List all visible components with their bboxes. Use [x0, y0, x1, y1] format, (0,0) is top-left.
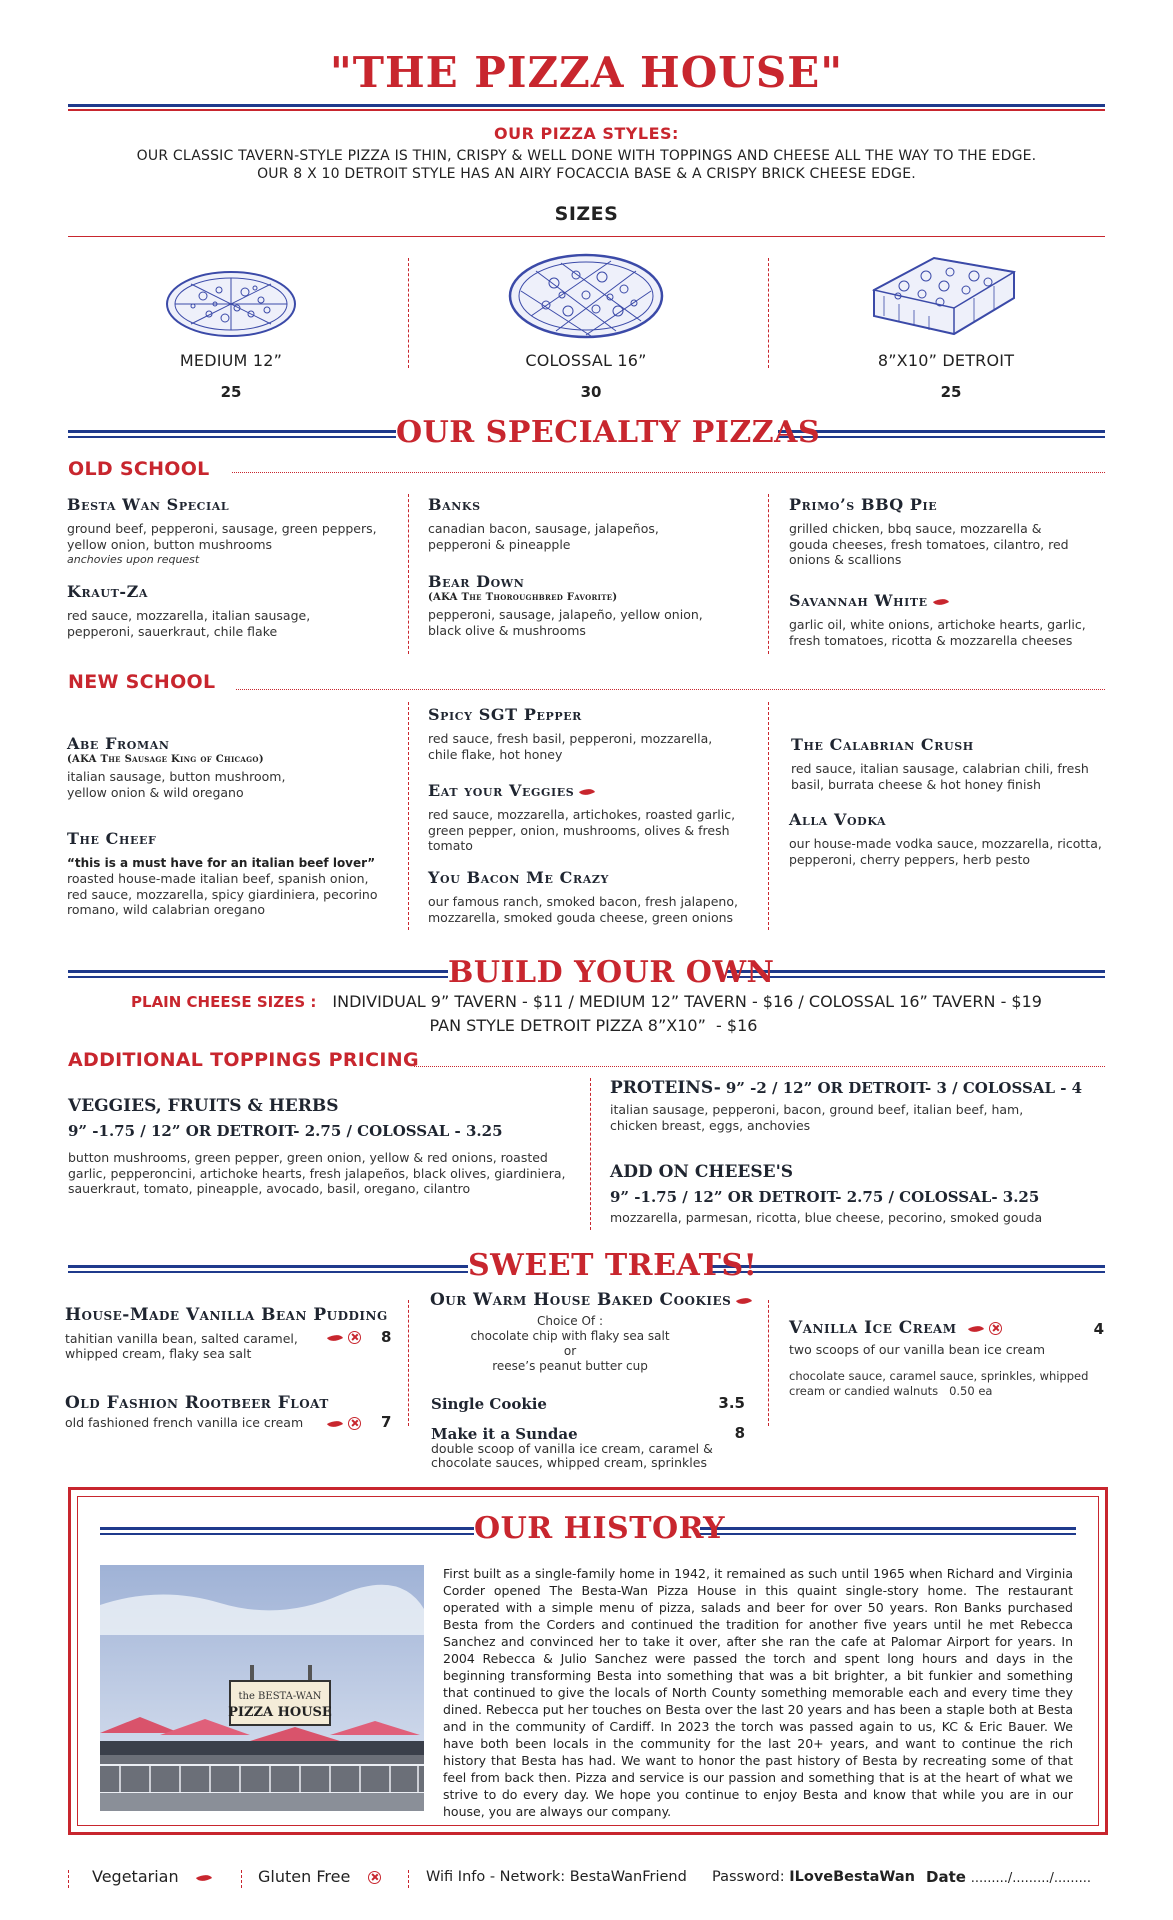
footer-sep-2 [408, 1870, 409, 1888]
size-colossal-price: 30 [580, 383, 602, 401]
sizes-separator-2 [768, 258, 769, 368]
footer-sep-1 [241, 1870, 242, 1888]
vegetarian-icon [579, 785, 595, 799]
sweets-rule-right [710, 1265, 1105, 1273]
size-medium-label: MEDIUM 12” [179, 351, 283, 370]
wifi-label: Wifi Info - Network: [426, 1869, 570, 1885]
sweet-name [789, 1318, 1104, 1338]
pizza-desc: roasted house-made italian beef, spanish onion, red sauce, mozzarella, spicy giardiniera, pecorino romano, wild calabrian oregano [67, 871, 378, 917]
pizza-name: Primo’s BBQ Pie [789, 495, 938, 514]
medium-pizza-icon [163, 268, 299, 340]
toppings-veggies-price: 9” -1.75 / 12” OR DETROIT- 2.75 / COLOSSAL - 3.25 [68, 1122, 503, 1140]
toppings-heading: ADDITIONAL TOPPINGS PRICING [68, 1049, 419, 1071]
toppings-cheese-desc: mozzarella, parmesan, ricotta, blue cheese, pecorino, smoked gouda [610, 1210, 1043, 1225]
pizza-name-text: Eat your Veggies [428, 781, 575, 800]
sweets-rule-left [68, 1265, 468, 1273]
legend-vegetarian-label: Vegetarian [92, 1867, 179, 1886]
pizza-primos-bbq-pie [789, 495, 1119, 568]
plain-cheese-sizes [0, 992, 1173, 1011]
toppings-cheese-title: ADD ON CHEESE'S [610, 1162, 794, 1182]
pizza-kraut-za [67, 582, 397, 639]
pizza-name: The Cheef [67, 829, 157, 848]
pizza-you-bacon-me-crazy [428, 868, 758, 925]
pizza-name: Bear Down [428, 572, 525, 591]
pizza-desc: red sauce, fresh basil, pepperoni, mozzarella, chile flake, hot honey [428, 731, 713, 762]
pizza-name: Alla Vodka [789, 810, 887, 829]
sizes-divider [68, 236, 1105, 237]
size-detroit-label: 8”X10” DETROIT [877, 351, 1015, 370]
styles-line-2: OUR 8 X 10 DETROIT STYLE HAS AN AIRY FOCACCIA BASE & A CRISPY BRICK CHEESE EDGE. [257, 166, 916, 182]
pizza-desc: pepperoni, sausage, jalapeño, yellow onion, black olive & mushrooms [428, 607, 703, 638]
gluten-free-icon [368, 1871, 381, 1884]
pizza-besta-wan-special [67, 495, 397, 566]
make-it-sundae [431, 1424, 745, 1470]
pizza-desc: red sauce, mozzarella, italian sausage, pepperoni, sauerkraut, chile flake [67, 608, 311, 639]
sweet-icons [322, 1413, 361, 1432]
toppings-proteins [610, 1078, 1100, 1133]
old-school-sep-1 [408, 494, 409, 654]
vegetarian-icon [196, 1871, 212, 1885]
new-school-rule [236, 689, 1105, 690]
toppings-proteins-desc: italian sausage, pepperoni, bacon, ground beef, italian beef, ham, chicken breast, eggs, anchovies [610, 1102, 1024, 1133]
sundae-label: Make it a Sundae [431, 1425, 578, 1443]
pizza-desc: our famous ranch, smoked bacon, fresh jalapeno, mozzarella, smoked gouda cheese, green onions [428, 894, 738, 925]
pizza-desc: garlic oil, white onions, artichoke hearts, garlic, fresh tomatoes, ricotta & mozzarella cheeses [789, 617, 1086, 648]
old-school-sep-2 [768, 494, 769, 654]
pizza-desc: our house-made vodka sauce, mozzarella, ricotta, pepperoni, cherry peppers, herb pesto [789, 836, 1102, 867]
single-cookie [431, 1394, 745, 1413]
password-value: ILoveBestaWan [789, 1869, 915, 1885]
size-colossal-label: COLOSSAL 16” [525, 351, 647, 370]
single-cookie-price: 3.5 [718, 1394, 745, 1412]
history-heading: OUR HISTORY [474, 1511, 726, 1546]
history-rule-right [700, 1527, 1076, 1535]
pizza-name: The Calabrian Crush [791, 735, 974, 754]
toppings-rule [414, 1066, 1105, 1067]
vegetarian-icon [736, 1294, 752, 1308]
date-field [926, 1868, 1091, 1886]
pizza-spicy-sgt-pepper [428, 705, 758, 762]
old-school-heading: OLD SCHOOL [68, 458, 210, 480]
toppings-veggies [68, 1096, 578, 1197]
pizza-abe-froman [67, 734, 397, 800]
cookie-choice-label: Choice Of : [537, 1314, 603, 1328]
sweet-desc: tahitian vanilla bean, salted caramel, whipped cream, flaky sea salt [65, 1331, 298, 1361]
specialty-rule-right [778, 430, 1105, 438]
pizza-the-cheef [67, 829, 397, 918]
pizza-savannah-white [789, 591, 1119, 648]
toppings-separator [590, 1078, 591, 1230]
sweet-name-text: Our Warm House Baked Cookies [430, 1290, 732, 1310]
pizza-name: Banks [428, 495, 481, 514]
pizza-name: Kraut-Za [67, 582, 149, 601]
toppings-veggies-desc: button mushrooms, green pepper, green onion, yellow & red onions, roasted garlic, pepperoncini, artichoke hearts, fresh jalapeños, black olives, giardiniera, sauerkraut, tomato, pineapple, avocado, basil, oregano, cilantro [68, 1150, 566, 1196]
build-rule-left [68, 970, 448, 978]
sweet-pudding [65, 1305, 405, 1361]
pizza-alla-vodka [789, 810, 1119, 867]
sizes-separator-1 [408, 258, 409, 368]
sweet-desc: old fashioned french vanilla ice cream [65, 1415, 304, 1430]
vegetarian-icon [327, 1331, 343, 1345]
wifi-password [712, 1869, 915, 1885]
sweet-cookies [430, 1290, 760, 1374]
toppings-veggies-title: VEGGIES, FRUITS & HERBS [68, 1096, 339, 1116]
pizza-name: Besta Wan Special [67, 495, 230, 514]
history-rule-left [100, 1527, 474, 1535]
legend-vegetarian [92, 1867, 211, 1886]
pizza-name [789, 591, 1119, 610]
sweet-price: 8 [381, 1328, 392, 1346]
sundae-price: 8 [734, 1424, 745, 1442]
vegetarian-icon [933, 595, 949, 609]
sweets-sep-1 [408, 1300, 409, 1426]
legend-gluten-free-label: Gluten Free [258, 1867, 351, 1886]
pizza-subtitle: (AKA The Sausage King of Chicago) [67, 754, 264, 765]
toppings-cheese-price: 9” -1.75 / 12” OR DETROIT- 2.75 / COLOSSAL- 3.25 [610, 1188, 1040, 1206]
date-label: Date [926, 1868, 966, 1886]
pizza-desc: red sauce, italian sausage, calabrian chili, fresh basil, burrata cheese & hot honey finish [791, 761, 1089, 792]
new-school-sep-1 [408, 702, 409, 930]
sweet-name [430, 1290, 760, 1310]
build-heading: BUILD YOUR OWN [448, 955, 775, 990]
sign-line-1: the BESTA-WAN [238, 1691, 322, 1702]
toppings-proteins-title: PROTEINS- [610, 1078, 721, 1098]
size-detroit-price: 25 [940, 383, 962, 401]
sweet-name: Old Fashion Rootbeer Float [65, 1393, 329, 1413]
history-text: First built as a single-family home in 1942, it remained as such until 1965 when Richard and Virginia Corder opened The Besta-Wan Pizza House in this quaint single-story home. The restaurant operated with a simple menu of pizza, salads and beer for over 50 years. Ron Banks purchased Besta from the Corders and continued the tradition for another five years until he met Rebecca Sanchez and convinced her to take it over, after she ran the cafe at Palomar Airport for years. In 2004 Rebecca & Julio Sanchez were passed the torch and spent long hours and days in the beginning transforming Besta into something that was a bit brighter, a bit funkier and something that continued to give the locals of North County something memorable each and every time they dined. Rebecca put her touches on Besta over the last 20 years and has been a staple both at Besta and in the community of Cardiff. In 2023 the torch was passed again to us, KC & Eric Bauer. We have both been locals in the community for the last 20+ years, and want to continue the rich history that Besta has had. We want to honor the past history of Besta by recreating some of that feel from back then. Pizza and service is our passion and something that is at the heart of what we strive to do every day. We hope you continue to enjoy Besta and know that while you are in our house, you are always our company. [443, 1566, 1073, 1819]
toppings-proteins-header [610, 1078, 1100, 1098]
pizza-quote: “this is a must have for an italian beef lover” [67, 856, 376, 870]
pizza-banks [428, 495, 758, 552]
styles-line-1: OUR CLASSIC TAVERN-STYLE PIZZA IS THIN, CRISPY & WELL DONE WITH TOPPINGS AND CHEESE ALL THE WAY TO THE EDGE. [136, 148, 1037, 164]
vegetarian-icon [967, 1322, 983, 1336]
page-title: "THE PIZZA HOUSE" [329, 48, 844, 97]
styles-heading: OUR PIZZA STYLES: [494, 124, 679, 143]
pizza-subtitle: (AKA The Thoroughbred Favorite) [428, 592, 618, 603]
sign-line-2: PIZZA HOUSE [228, 1705, 332, 1720]
cookie-option-1: chocolate chip with flaky sea salt [470, 1329, 670, 1343]
plain-cheese-line-1: INDIVIDUAL 9” TAVERN - $11 / MEDIUM 12” TAVERN - $16 / COLOSSAL 16” TAVERN - $19 [332, 992, 1042, 1011]
specialty-heading: OUR SPECIALTY PIZZAS [396, 415, 821, 450]
pizza-name: Spicy SGT Pepper [428, 705, 582, 724]
pizza-bear-down [428, 572, 758, 638]
pizza-name-text: Savannah White [789, 591, 928, 610]
date-blank: ........./........./......... [970, 1871, 1092, 1886]
plain-cheese-label: PLAIN CHEESE SIZES : [131, 993, 317, 1011]
new-school-sep-2 [768, 702, 769, 930]
pizza-name: You Bacon Me Crazy [428, 868, 609, 887]
single-cookie-label: Single Cookie [431, 1395, 547, 1413]
sizes-heading: SIZES [554, 203, 619, 225]
gluten-free-icon [348, 1417, 361, 1430]
password-label: Password: [712, 1869, 790, 1885]
legend-gluten-free [258, 1867, 381, 1886]
sweet-price: 4 [1093, 1320, 1104, 1338]
pizza-desc: canadian bacon, sausage, jalapeños, pepperoni & pineapple [428, 521, 659, 552]
sweet-icons [322, 1327, 361, 1346]
new-school-heading: NEW SCHOOL [68, 671, 216, 693]
sweets-sep-2 [768, 1300, 769, 1426]
sundae-desc: double scoop of vanilla ice cream, caramel & chocolate sauces, whipped cream, sprinkles [431, 1441, 713, 1470]
cookie-or: or [563, 1344, 577, 1358]
pizza-desc: red sauce, mozzarella, artichokes, roasted garlic, green pepper, onion, mushrooms, olives & fresh tomato [428, 807, 736, 853]
vegetarian-icon [327, 1417, 343, 1431]
build-rule-right [727, 970, 1105, 978]
restaurant-photo [100, 1565, 424, 1811]
title-divider [68, 104, 1105, 111]
gluten-free-icon [989, 1322, 1002, 1335]
sweet-vanilla-ice-cream [789, 1318, 1104, 1399]
toppings-proteins-price: 9” -2 / 12” OR DETROIT- 3 / COLOSSAL - 4 [725, 1079, 1083, 1097]
sweet-name-text: Vanilla Ice Cream [789, 1318, 957, 1338]
pizza-calabrian-crush [791, 735, 1121, 792]
detroit-pizza-icon [864, 250, 1024, 342]
specialty-rule-left [68, 430, 396, 438]
pizza-desc: ground beef, pepperoni, sausage, green peppers, yellow onion, button mushrooms [67, 521, 377, 552]
sweet-extras: chocolate sauce, caramel sauce, sprinkles, whipped cream or candied walnuts 0.50 ea [789, 1369, 1093, 1398]
sweet-name: House-Made Vanilla Bean Pudding [65, 1305, 388, 1325]
wifi-info [426, 1869, 687, 1885]
pizza-desc: italian sausage, button mushroom, yellow onion & wild oregano [67, 769, 286, 800]
pizza-note: anchovies upon request [67, 553, 200, 566]
sweet-rootbeer-float [65, 1393, 405, 1430]
colossal-pizza-icon [506, 251, 666, 341]
toppings-cheese [610, 1162, 1100, 1226]
size-medium-price: 25 [220, 383, 242, 401]
sweets-heading: SWEET TREATS! [468, 1248, 758, 1283]
cookie-option-2: reese’s peanut butter cup [492, 1359, 648, 1373]
sweet-price: 7 [381, 1413, 392, 1431]
footer-sep-0 [68, 1870, 69, 1888]
pizza-name [428, 781, 758, 800]
old-school-rule [232, 472, 1105, 473]
sweet-desc: two scoops of our vanilla bean ice cream [789, 1342, 1046, 1357]
pizza-desc: grilled chicken, bbq sauce, mozzarella & gouda cheeses, fresh tomatoes, cilantro, red onions & scallions [789, 521, 1069, 567]
plain-cheese-line-2: PAN STYLE DETROIT PIZZA 8”X10” - $16 [429, 1016, 758, 1035]
pizza-eat-your-veggies [428, 781, 758, 854]
wifi-network: BestaWanFriend [569, 1869, 687, 1885]
pizza-name: Abe Froman [67, 734, 170, 753]
gluten-free-icon [348, 1331, 361, 1344]
